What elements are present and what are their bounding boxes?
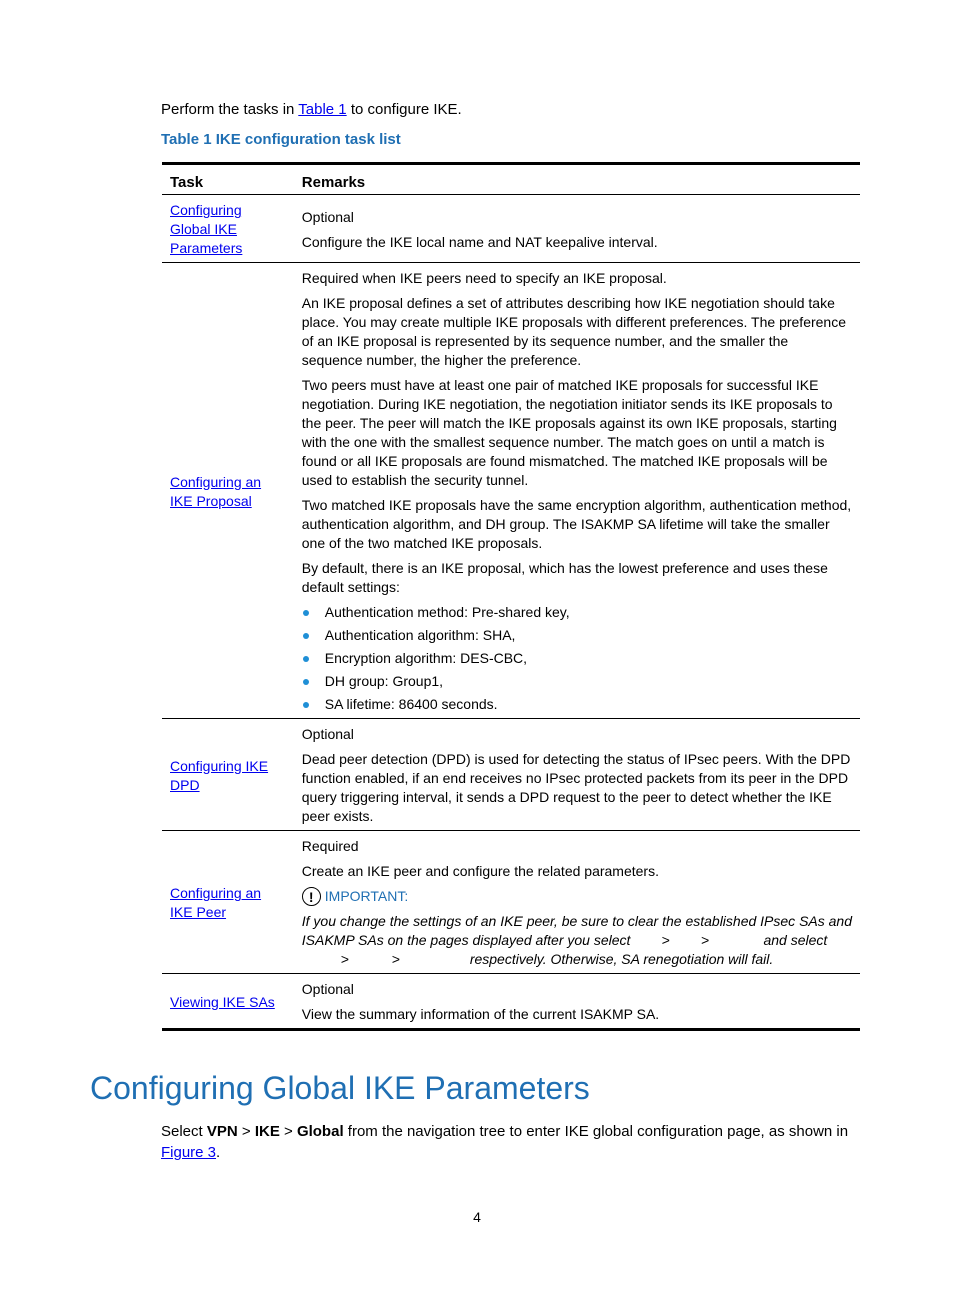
ike-task-table — [162, 162, 860, 1031]
remarks-cell — [294, 195, 860, 263]
list-item — [302, 649, 852, 668]
table-row — [162, 719, 860, 831]
intro-prefix: Perform the tasks in — [161, 101, 299, 118]
important-note — [302, 912, 852, 969]
list-item — [302, 626, 852, 645]
remarks-text: Optional — [301, 981, 354, 997]
list-item — [302, 603, 852, 622]
menu-path-global: Global — [296, 1123, 344, 1140]
remarks-text: View the summary information of the current ISAKMP SA. — [301, 1006, 660, 1022]
menu-path-separator: > — [279, 1123, 297, 1140]
default-settings-list — [302, 603, 852, 714]
task-link-ike-dpd[interactable]: Configuring IKE DPD — [170, 757, 269, 793]
remarks-cell — [294, 831, 860, 974]
task-cell — [162, 831, 294, 974]
remarks-text: Create an IKE peer and configure the related parameters. — [301, 863, 659, 879]
list-item — [302, 695, 852, 714]
task-link-ike-proposal[interactable]: Configuring an IKE Proposal — [170, 473, 262, 509]
header-remarks: Remarks — [294, 164, 860, 195]
list-item-text: Authentication algorithm: SHA, — [324, 627, 516, 643]
table-row — [162, 831, 860, 974]
important-notice — [302, 887, 852, 906]
task-cell — [162, 263, 294, 719]
body-text-span: Select — [161, 1123, 207, 1140]
remarks-cell — [294, 263, 860, 719]
important-note-line: ISAKMP SAs on the pages displayed after you select > > and select — [301, 932, 828, 948]
remarks-text: Optional — [301, 726, 354, 742]
menu-path-vpn: VPN — [206, 1123, 238, 1140]
remarks-text: Two matched IKE proposals have the same encryption algorithm, authentication method, authentication algorithm, and DH group. The ISAKMP SA lifetime will take the smaller one of the two matched IKE proposals. — [301, 497, 852, 551]
task-cell — [162, 719, 294, 831]
remarks-text: An IKE proposal defines a set of attributes describing how IKE negotiation should take place. You may create multiple IKE proposals with different preferences. The preference of an IKE proposal is represented by its sequence number, and the smaller the sequence number, the higher the preference. — [301, 295, 847, 368]
intro-sentence — [161, 101, 462, 118]
task-cell — [162, 974, 294, 1030]
task-link-viewing-ike-sas[interactable]: Viewing IKE SAs — [170, 993, 275, 1010]
list-item — [302, 672, 852, 691]
section-title: Configuring Global IKE Parameters — [90, 1070, 590, 1106]
exclamation-circle-icon: ! — [302, 887, 321, 906]
list-item-text: Authentication method: Pre-shared key, — [324, 604, 570, 620]
bullet-dot-icon — [303, 633, 309, 639]
header-task: Task — [162, 164, 294, 195]
table-row — [162, 195, 860, 263]
remarks-text: Required when IKE peers need to specify an IKE proposal. — [301, 270, 667, 286]
remarks-text: Optional — [301, 208, 354, 225]
remarks-text: By default, there is an IKE proposal, which has the lowest preference and uses these default settings: — [301, 560, 828, 595]
page-number: 4 — [473, 1209, 481, 1225]
remarks-text: Configure the IKE local name and NAT keepalive interval. — [301, 233, 658, 250]
bullet-dot-icon — [303, 702, 309, 708]
bullet-dot-icon — [303, 656, 309, 662]
important-note-line: > > respectively. Otherwise, SA renegotiation will fail. — [301, 951, 774, 967]
table-row — [162, 263, 860, 719]
task-link-ike-peer[interactable]: Configuring an IKE Peer — [170, 885, 262, 920]
body-text-span: from the navigation tree to enter IKE global configuration page, as shown in — [343, 1123, 849, 1140]
table-1-link[interactable]: Table 1 — [298, 101, 347, 118]
figure-3-link[interactable]: Figure 3 — [161, 1144, 217, 1161]
body-text-span: . — [216, 1144, 221, 1161]
bullet-dot-icon — [303, 679, 309, 685]
list-item-text: Encryption algorithm: DES-CBC, — [324, 650, 528, 666]
menu-path-ike: IKE — [254, 1123, 280, 1140]
intro-suffix: to configure IKE. — [346, 101, 462, 118]
list-item-text: SA lifetime: 86400 seconds. — [324, 696, 498, 712]
task-cell — [162, 195, 294, 263]
table-row — [162, 974, 860, 1030]
list-item-text: DH group: Group1, — [324, 673, 444, 689]
remarks-text: Two peers must have at least one pair of matched IKE proposals for successful IKE negotiation. During IKE negotiation, the negotiation initiator sends its IKE proposals to the peer. The peer will match the IKE proposals against its own IKE proposals, starting with the one with the smallest sequence number. The match goes on until a match is found or all IKE proposals are found mismatched. The matched IKE proposals will be used to establish the security tunnel. — [301, 377, 837, 488]
table-caption: Table 1 IKE configuration task list — [161, 131, 401, 148]
menu-path-separator: > — [237, 1123, 255, 1140]
remarks-cell — [294, 719, 860, 831]
important-label: IMPORTANT: — [324, 888, 409, 904]
bullet-dot-icon — [303, 610, 309, 616]
remarks-text: Required — [301, 838, 359, 854]
table-header-row — [162, 164, 860, 195]
section-body-text — [161, 1121, 871, 1163]
remarks-text: Dead peer detection (DPD) is used for detecting the status of IPsec peers. With the DPD function enabled, if an end receives no IPsec protected packets from its peer in the DPD query triggering interval, it sends a DPD request to the peer to detect whether the IKE peer exists. — [301, 751, 851, 824]
important-note-line: If you change the settings of an IKE peer, be sure to clear the established IPsec SAs and — [301, 913, 852, 929]
remarks-cell — [294, 974, 860, 1030]
task-link-global-ike-parameters[interactable]: Configuring Global IKE Parameters — [170, 202, 243, 256]
